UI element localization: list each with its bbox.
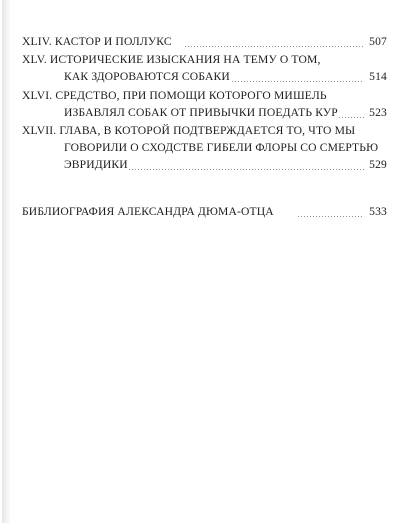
- page-gutter-shadow: [2, 0, 11, 523]
- toc-entry-title-line: XLVI. СРЕДСТВО, ПРИ ПОМОЩИ КОТОРОГО МИШЕЛЬ: [22, 89, 327, 102]
- toc-entry-title-line: XLV. ИСТОРИЧЕСКИЕ ИЗЫСКАНИЯ НА ТЕМУ О ТОМ,: [22, 53, 321, 66]
- dot-leader: [128, 169, 364, 170]
- toc-page-number: 533: [369, 205, 387, 218]
- dot-leader: [184, 46, 364, 47]
- toc-page-number: 523: [369, 106, 387, 119]
- toc-page-number: 529: [369, 158, 387, 171]
- toc-entry-title-line: XLIV. КАСТОР И ПОЛЛУКС: [22, 35, 172, 48]
- toc-entry-title-line: XLVII. ГЛАВА, В КОТОРОЙ ПОДТВЕРЖДАЕТСЯ ТО, ЧТО МЫ: [22, 124, 356, 137]
- toc-entry-title-line: ЭВРИДИКИ: [64, 158, 128, 171]
- toc-page-number: 514: [369, 70, 387, 83]
- toc-entry-title-line: БИБЛИОГРАФИЯ АЛЕКСАНДРА ДЮМА-ОТЦА: [22, 205, 274, 218]
- toc-page-number: 507: [369, 35, 387, 48]
- toc-entry-title-line: КАК ЗДОРОВАЮТСЯ СОБАКИ: [64, 70, 230, 83]
- toc-entry-title-line: ГОВОРИЛИ О СХОДСТВЕ ГИБЕЛИ ФЛОРЫ СО СМЕРТЬЮ: [64, 141, 379, 154]
- toc-entry-title-line: ИЗБАВЛЯЛ СОБАК ОТ ПРИВЫЧКИ ПОЕДАТЬ КУР: [64, 106, 338, 119]
- dot-leader: [231, 81, 364, 82]
- dot-leader: [297, 216, 364, 217]
